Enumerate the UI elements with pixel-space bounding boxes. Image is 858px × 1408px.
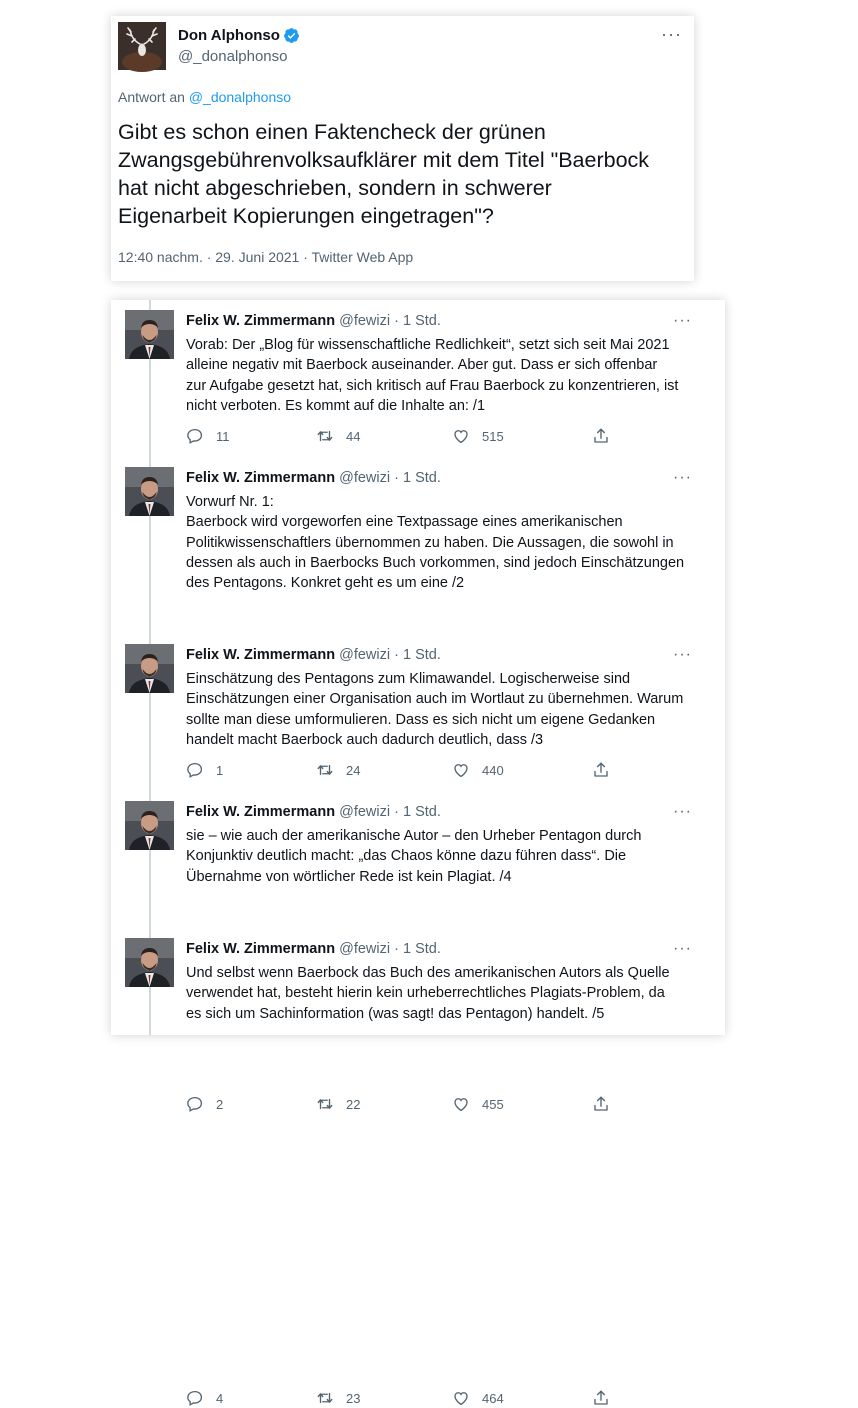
tweet-text-line: zur Aufgabe gesetzt hat, sich kritisch auf Frau Baerbock zu konzentrieren, ist: [186, 377, 679, 394]
reply-mention-link[interactable]: @_donalphonso: [188, 89, 292, 105]
reply-button[interactable]: [186, 1388, 223, 1408]
retweet-count: 23: [346, 1390, 361, 1406]
main-tweet-card: [111, 16, 694, 281]
tweet-header: [186, 941, 441, 957]
author-handle[interactable]: @fewizi: [339, 804, 391, 820]
felix-zimmermann-avatar[interactable]: [125, 938, 174, 987]
tweet-time[interactable]: · 1 Std.: [394, 804, 441, 820]
tweet-meta-timestamp[interactable]: 12:40 nachm. · 29. Juni 2021 · Twitter Web App: [118, 249, 414, 265]
tweet-text-line: Vorwurf Nr. 1:: [186, 494, 274, 510]
tweet-text-line: des Pentagons. Konkret geht es um eine /2: [186, 575, 465, 592]
avatar-photo-icon: [125, 644, 174, 693]
tweet-text: [118, 118, 688, 230]
retweet-icon: [316, 427, 334, 445]
like-icon: [452, 761, 470, 779]
retweet-count: 24: [346, 762, 361, 778]
author-name[interactable]: Felix W. Zimmermann: [186, 804, 336, 820]
reply-button[interactable]: [186, 760, 223, 780]
reply-count: 11: [216, 428, 230, 444]
tweet-text-line: Übernahme von wörtlicher Rede ist kein Plagiat. /4: [186, 868, 512, 885]
tweet-text: [186, 826, 701, 887]
tweet-text-line: sie – wie auch der amerikanische Autor – den Urheber Pentagon durch: [186, 828, 642, 844]
avatar-photo-icon: [125, 938, 174, 987]
tweet-text-line: Eigenarbeit Kopierungen eingetragen"?: [118, 204, 494, 228]
more-icon[interactable]: ···: [673, 469, 692, 486]
retweet-button[interactable]: [316, 1388, 360, 1408]
tweet-header: [186, 804, 441, 820]
tweet-text-line: nicht verboten. Es kommt auf die Inhalte an: /1: [186, 397, 486, 414]
tweet-text-line: Baerbock wird vorgeworfen eine Textpassage eines amerikanischen: [186, 514, 623, 531]
author-name[interactable]: Felix W. Zimmermann: [186, 941, 336, 957]
tweet-text-line: hat nicht abgeschrieben, sondern in schwerer: [118, 176, 552, 200]
tweet-text: [186, 963, 701, 1024]
tweet-text-line: dessen als auch in Baerbocks Buch vorkommen, sind jedoch Einschätzungen: [186, 554, 685, 571]
felix-zimmermann-avatar[interactable]: [125, 467, 174, 516]
share-icon: [592, 761, 610, 779]
avatar-photo-icon: [125, 467, 174, 516]
reply-count: 1: [216, 762, 224, 778]
verified-badge-icon: [283, 27, 300, 44]
tweet-actions: [186, 1094, 626, 1114]
tweet-time[interactable]: · 1 Std.: [394, 470, 441, 486]
reply-to-line: [118, 89, 291, 105]
reply-button[interactable]: [186, 1094, 223, 1114]
share-icon: [592, 1389, 610, 1407]
reply-count: 2: [216, 1096, 224, 1112]
tweet-actions: [186, 1388, 626, 1408]
share-button[interactable]: [592, 1094, 622, 1114]
tweet-text-line: sollte man diese umformulieren. Dass es sich nicht um eigene Gedanken: [186, 711, 656, 728]
felix-zimmermann-avatar[interactable]: [125, 801, 174, 850]
avatar-photo-icon: [125, 310, 174, 359]
like-count: 515: [482, 428, 504, 444]
tweet-actions: [186, 426, 626, 446]
author-handle[interactable]: @fewizi: [339, 470, 391, 486]
tweet-header: [186, 470, 441, 486]
tweet-text: [186, 492, 701, 593]
reply-count: 4: [216, 1390, 224, 1406]
like-button[interactable]: [452, 760, 504, 780]
like-button[interactable]: [452, 1094, 504, 1114]
tweet-text-line: handelt macht Baerbock auch dadurch deutlich, dass /3: [186, 731, 544, 748]
thread-card: [111, 300, 725, 1406]
more-icon[interactable]: ···: [673, 646, 692, 663]
tweet-time[interactable]: · 1 Std.: [394, 647, 441, 663]
share-button[interactable]: [592, 1388, 622, 1408]
like-count: 464: [482, 1390, 504, 1406]
reply-icon: [186, 427, 204, 445]
share-button[interactable]: [592, 426, 622, 446]
author-handle[interactable]: @fewizi: [339, 313, 391, 329]
reply-button[interactable]: [186, 426, 230, 446]
tweet-header: [186, 647, 441, 663]
author-name[interactable]: Felix W. Zimmermann: [186, 470, 336, 486]
retweet-button[interactable]: [316, 1094, 360, 1114]
author-handle[interactable]: @fewizi: [339, 941, 391, 957]
deer-antler-icon: [118, 22, 166, 70]
tweet-text-line: Und selbst wenn Baerbock das Buch des amerikanischen Autors als Quelle: [186, 965, 670, 981]
like-icon: [452, 1095, 470, 1113]
author-handle[interactable]: @_donalphonso: [178, 48, 288, 65]
tweet-time[interactable]: · 1 Std.: [394, 313, 441, 329]
felix-zimmermann-avatar[interactable]: [125, 644, 174, 693]
avatar-photo-icon: [125, 801, 174, 850]
more-icon[interactable]: ···: [673, 312, 692, 329]
retweet-count: 22: [346, 1096, 361, 1112]
retweet-count: 44: [346, 428, 361, 444]
tweet-text-line: Vorab: Der „Blog für wissenschaftliche Redlichkeit“, setzt sich seit Mai 2021: [186, 337, 670, 353]
more-icon[interactable]: ···: [673, 940, 692, 957]
tweet-text-line: Gibt es schon einen Faktencheck der grünen: [118, 120, 546, 144]
tweet-text-line: Einschätzung des Pentagons zum Klimawandel. Logischerweise sind: [186, 671, 631, 687]
like-icon: [452, 1389, 470, 1407]
reply-prefix: Antwort an: [118, 89, 185, 105]
author-name[interactable]: Felix W. Zimmermann: [186, 313, 336, 329]
tweet-actions: [186, 760, 626, 780]
share-button[interactable]: [592, 760, 622, 780]
like-icon: [452, 427, 470, 445]
tweet-text-line: es sich um Sachinformation (was sagt! das Pentagon) handelt. /5: [186, 1005, 605, 1022]
retweet-icon: [316, 761, 334, 779]
more-icon[interactable]: ···: [673, 803, 692, 820]
author-name[interactable]: Felix W. Zimmermann: [186, 647, 336, 663]
retweet-button[interactable]: [316, 426, 360, 446]
tweet-text-line: Politikwissenschaftlers übernommen zu haben. Die Aussagen, die sowohl in: [186, 534, 674, 551]
more-icon[interactable]: ···: [661, 24, 682, 44]
tweet-text-line: Einschätzungen einer Organisation auch im Wortlaut zu übernehmen. Warum: [186, 691, 684, 708]
tweet-text-line: verwendet hat, besteht hierin kein urheberrechtliches Plagiats-Problem, da: [186, 985, 665, 1002]
like-button[interactable]: [452, 426, 504, 446]
retweet-icon: [316, 1095, 334, 1113]
author-name[interactable]: Don Alphonso: [178, 27, 280, 44]
tweet-text: [186, 669, 701, 750]
tweet-time[interactable]: · 1 Std.: [394, 941, 441, 957]
don-alphonso-avatar[interactable]: [118, 22, 166, 70]
reply-icon: [186, 1095, 204, 1113]
author-handle[interactable]: @fewizi: [339, 647, 391, 663]
like-button[interactable]: [452, 1388, 504, 1408]
reply-icon: [186, 1389, 204, 1407]
share-icon: [592, 427, 610, 445]
retweet-icon: [316, 1389, 334, 1407]
tweet-header: [186, 313, 441, 329]
retweet-button[interactable]: [316, 760, 360, 780]
tweet-text-line: Konjunktiv deutlich macht: „das Chaos könne dazu führen dass“. Die: [186, 848, 627, 865]
tweet-text-line: Zwangsgebührenvolksaufklärer mit dem Titel "Baerbock: [118, 148, 650, 172]
felix-zimmermann-avatar[interactable]: [125, 310, 174, 359]
tweet-text: [186, 335, 701, 416]
like-count: 440: [482, 762, 504, 778]
share-icon: [592, 1095, 610, 1113]
tweet-text-line: alleine negativ mit Baerbock auseinander. Aber gut. Dass er sich offenbar: [186, 357, 658, 374]
reply-icon: [186, 761, 204, 779]
like-count: 455: [482, 1096, 504, 1112]
